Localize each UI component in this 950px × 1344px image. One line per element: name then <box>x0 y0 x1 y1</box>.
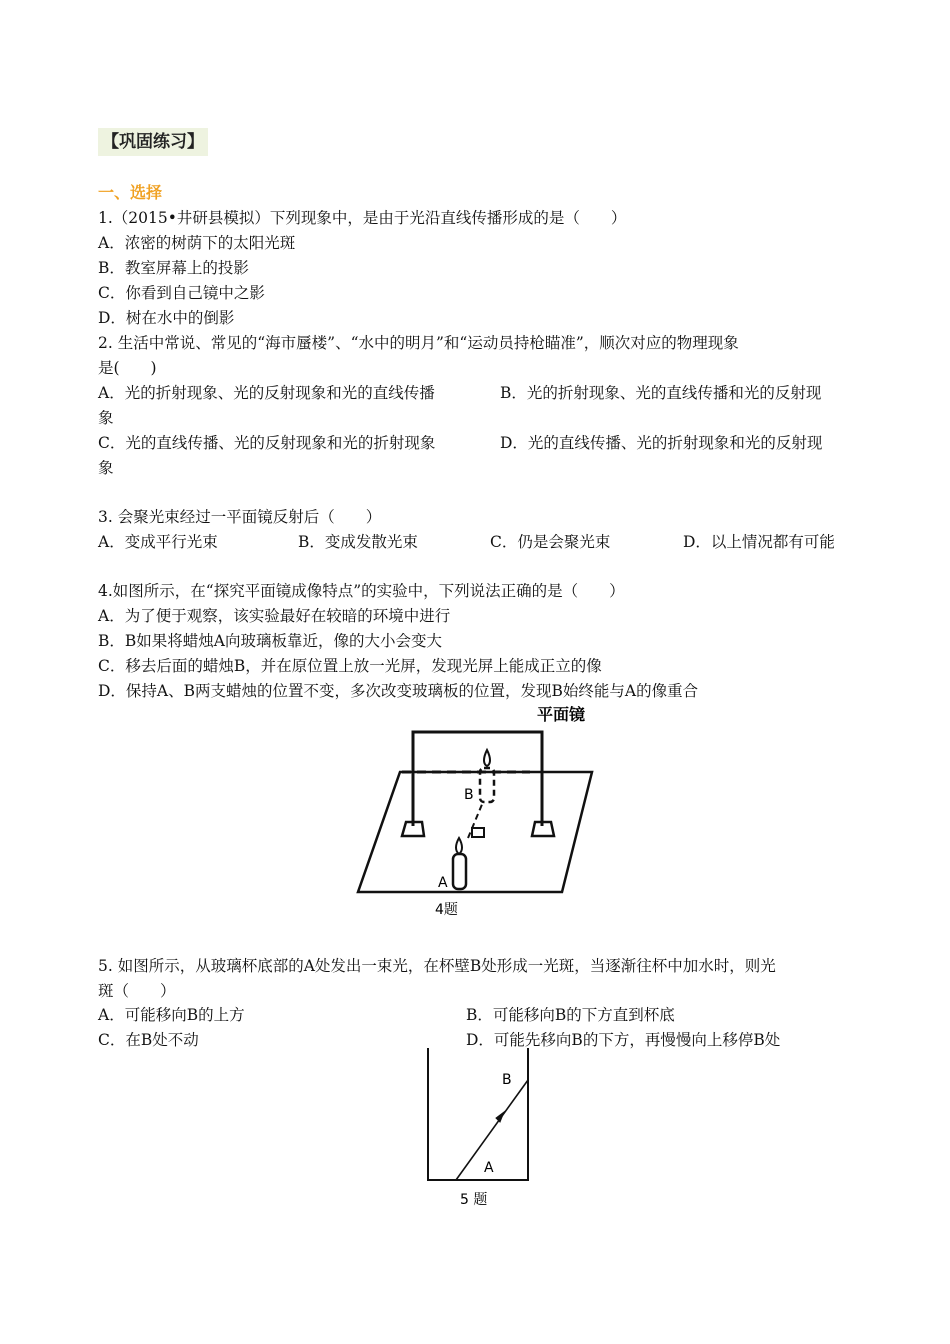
q3-option-c: C．仍是会聚光束 <box>490 533 611 551</box>
mirror-frame <box>413 732 542 826</box>
q5-option-c: C．在B处不动 <box>98 1031 199 1049</box>
q1-option-c: C．你看到自己镜中之影 <box>98 284 265 302</box>
label-b: B <box>464 787 474 803</box>
q3-option-d: D．以上情况都有可能 <box>683 533 835 551</box>
q2-option-d-wrap: 象 <box>98 459 114 477</box>
q1-option-a: A．浓密的树荫下的太阳光斑 <box>98 234 296 252</box>
table-surface <box>358 772 592 892</box>
q5-figure-caption: 5 题 <box>460 1192 488 1208</box>
label-a: A <box>438 875 448 891</box>
q5-option-b: B．可能移向B的下方直到杯底 <box>466 1006 675 1024</box>
q2-option-c: C．光的直线传播、光的反射现象和光的折射现象 <box>98 434 436 452</box>
candle-b-flame <box>484 750 490 766</box>
q4-option-b: B．B如果将蜡烛A向玻璃板靠近，像的大小会变大 <box>98 632 442 650</box>
q2-stem-line2: 是( ) <box>98 359 157 377</box>
q4-option-a: A．为了便于观察，该实验最好在较暗的环境中进行 <box>98 607 451 625</box>
q5-option-d: D．可能先移向B的下方，再慢慢向上移停B处 <box>466 1031 781 1049</box>
q3-option-a: A．变成平行光束 <box>98 533 218 551</box>
q5-figure-glass-cup <box>420 1046 540 1212</box>
q4-option-c: C．移去后面的蜡烛B，并在原位置上放一光屏，发现光屏上能成正立的像 <box>98 657 602 675</box>
label-a: A <box>484 1160 494 1176</box>
q2-stem-line1: 2. 生活中常说、常见的“海市蜃楼”、“水中的明月”和“运动员持枪瞄准”，顺次对应的物理现象 <box>98 334 739 352</box>
q4-figure-caption: 4题 <box>435 902 458 918</box>
q1-option-b: B．教室屏幕上的投影 <box>98 259 249 277</box>
cup-outline <box>428 1048 528 1180</box>
q2-option-b: B．光的折射现象、光的直线传播和光的反射现 <box>500 384 822 402</box>
q5-option-a: A．可能移向B的上方 <box>98 1006 245 1024</box>
q4-option-d: D．保持A、B两支蜡烛的位置不变，多次改变玻璃板的位置，发现B始终能与A的像重合 <box>98 682 699 700</box>
q1-option-d: D．树在水中的倒影 <box>98 309 235 327</box>
q1-stem: 1.（2015•井研县模拟）下列现象中，是由于光沿直线传播形成的是（ ） <box>98 209 627 227</box>
q5-stem-line1: 5. 如图所示，从玻璃杯底部的A处发出一束光，在杯壁B处形成一光斑，当逐渐往杯中加水时，则光 <box>98 957 776 975</box>
q2-option-b-wrap: 象 <box>98 409 114 427</box>
q2-option-d: D．光的直线传播、光的折射现象和光的反射现 <box>500 434 823 452</box>
sight-line <box>468 802 483 838</box>
small-square-marker <box>472 828 484 837</box>
candle-a-flame <box>456 838 462 854</box>
q2-option-a: A．光的折射现象、光的反射现象和光的直线传播 <box>98 384 435 402</box>
q3-stem: 3. 会聚光束经过一平面镜反射后（ ） <box>98 508 382 526</box>
q4-figure-plane-mirror <box>350 700 610 922</box>
q4-figure-title: 平面镜 <box>537 705 586 724</box>
q4-stem: 4.如图所示，在“探究平面镜成像特点”的实验中，下列说法正确的是（ ） <box>98 582 625 600</box>
q5-stem-line2: 斑（ ） <box>98 982 176 1000</box>
label-b: B <box>502 1072 512 1088</box>
q3-option-b: B．变成发散光束 <box>298 533 418 551</box>
section-heading: 一、选择 <box>98 183 163 202</box>
ray-arrowhead <box>496 1112 504 1122</box>
section-title: 【巩固练习】 <box>98 128 208 156</box>
candle-a <box>453 854 466 889</box>
